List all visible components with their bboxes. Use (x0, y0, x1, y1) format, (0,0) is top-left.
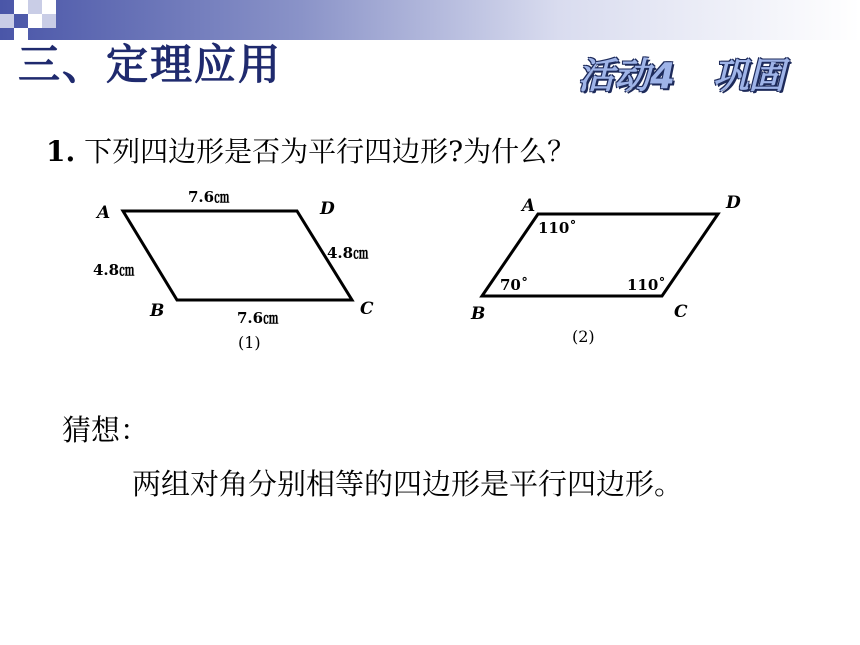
side-bottom-length: 7.6㎝ (237, 309, 279, 327)
conjecture-statement: 两组对角分别相等的四边形是平行四边形。 (132, 467, 684, 501)
figure-2-caption: (2) (572, 327, 595, 346)
conjecture-label: 猜想： (62, 413, 150, 447)
angle-a-label: 110˚ (538, 219, 577, 237)
section-title: 三、定理应用 (18, 40, 283, 89)
question-number: 1. (46, 135, 76, 168)
parallelogram-1 (123, 211, 352, 300)
vertex-a-label: A (522, 196, 536, 216)
side-left-length: 4.8㎝ (93, 261, 135, 279)
side-right-length: 4.8㎝ (327, 244, 369, 262)
vertex-c-label: C (360, 299, 374, 319)
vertex-d-label: D (320, 199, 335, 219)
vertex-d-label: D (726, 193, 741, 213)
vertex-a-label: A (97, 203, 111, 223)
vertex-b-label: B (150, 301, 165, 321)
activity-title: 活动4 巩固 (578, 56, 785, 97)
vertex-b-label: B (471, 304, 486, 324)
question-text: 下列四边形是否为平行四边形?为什么？ (84, 135, 576, 168)
angle-c-label: 110˚ (627, 276, 666, 294)
figure-1-caption: (1) (238, 333, 261, 352)
angle-b-label: 70˚ (500, 276, 529, 294)
vertex-c-label: C (674, 302, 688, 322)
side-top-length: 7.6㎝ (188, 188, 230, 206)
